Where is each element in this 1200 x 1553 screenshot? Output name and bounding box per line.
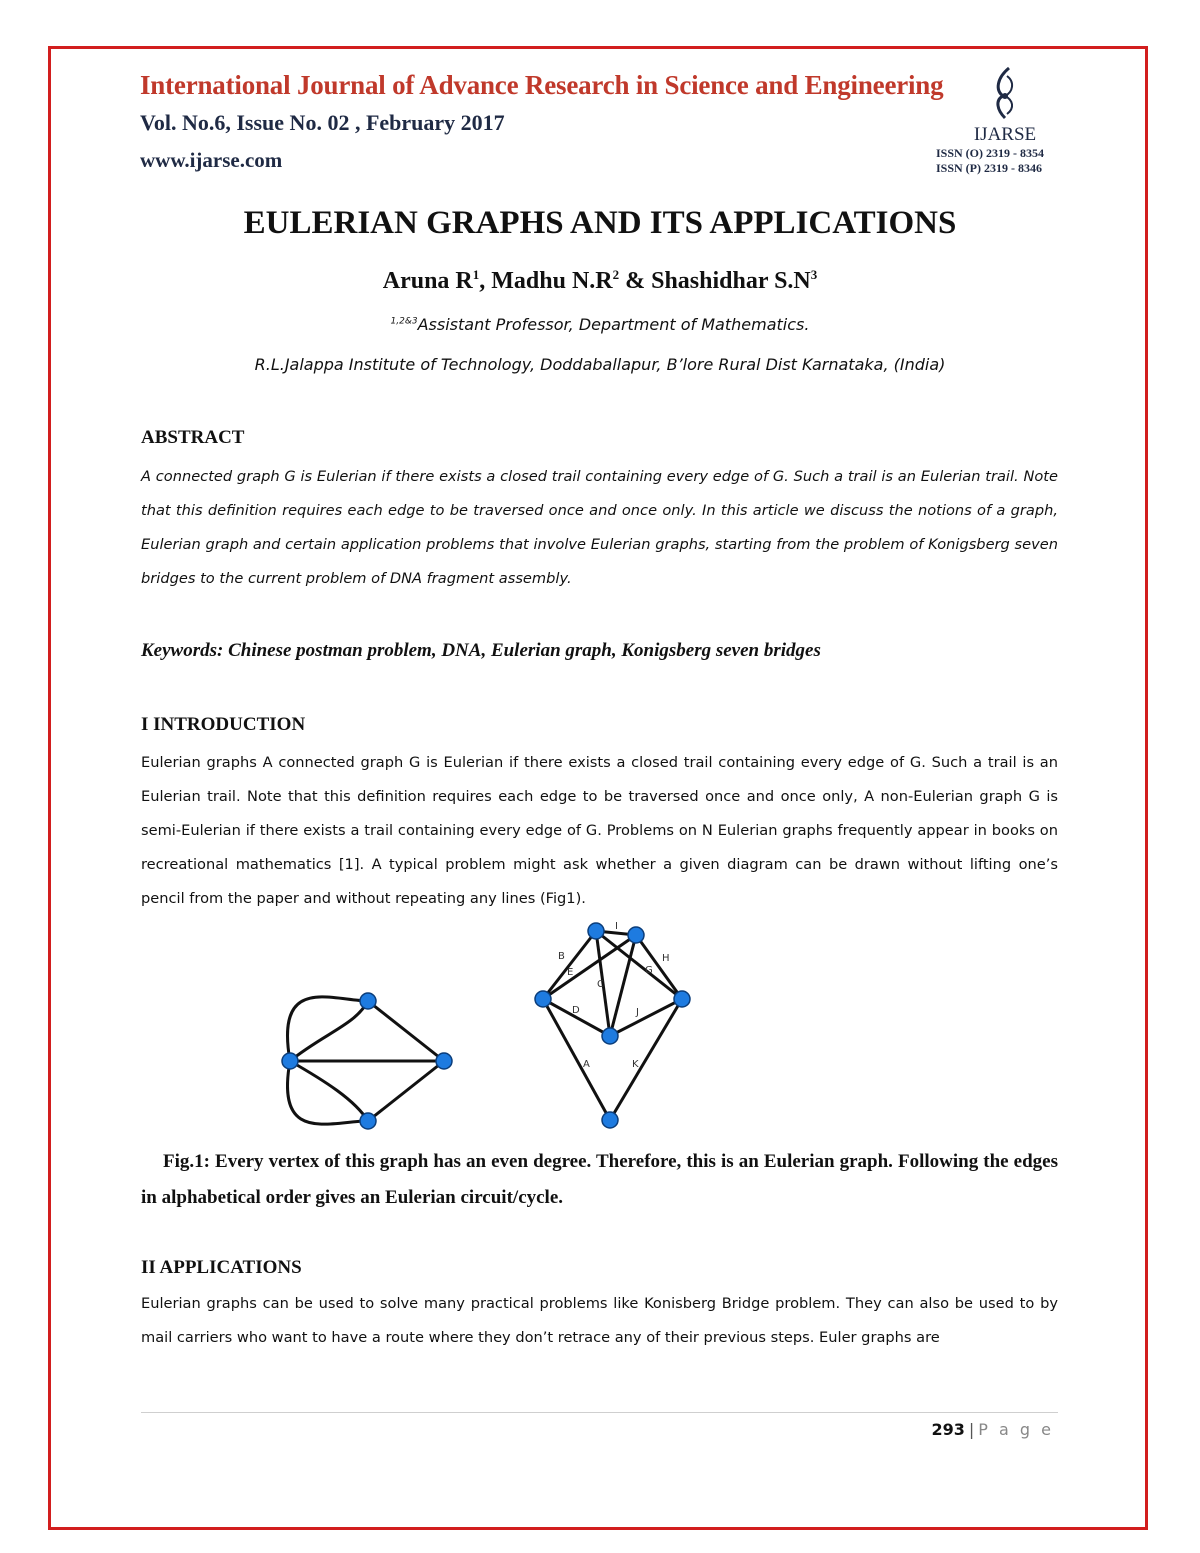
affiliation-line-1 [0, 315, 1200, 334]
edge-label: E [567, 967, 574, 978]
keywords-label: Keywords: [141, 640, 224, 661]
keywords [141, 640, 821, 662]
abstract-text: A connected graph G is Eulerian if there exists a closed trail containing every edge of G. Such a trail is an Eulerian trail. Note that this definition requires each edge to be traversed once and once only. In this article we discuss the notions of a graph, Eulerian graph and certain application problems that involve Eulerian graphs, starting from the problem of Konigsberg seven bridges to the current problem of DNA fragment assembly. [141, 468, 1058, 587]
graph-node [602, 1028, 618, 1044]
edge-label: C [597, 979, 604, 990]
author-separator: , [479, 268, 492, 294]
page-footer [931, 1420, 1054, 1439]
graph-node [535, 991, 551, 1007]
author-superscript: 1 [472, 267, 480, 282]
graph-node [360, 1113, 376, 1129]
edge-label: J [636, 1007, 639, 1018]
edge-label: A [583, 1059, 590, 1070]
logo-name: IJARSE [973, 124, 1037, 145]
footer-separator: | [968, 1420, 975, 1439]
journal-website-link[interactable]: www.ijarse.com [140, 148, 283, 172]
introduction-text: Eulerian graphs A connected graph G is Eulerian if there exists a closed trail containing every edge of G. Such a trail is an Eulerian trail. Note that this definition requires each edge to be traversed once and once only, A non-Eulerian graph G is semi-Eulerian if there exists a trail containing every edge of G. Problems on N Eulerian graphs frequently appear in books on recreational mathematics [1]. A typical problem might ask whether a given diagram can be drawn without lifting one’s pencil from the paper and without repeating any lines (Fig1). [141, 754, 1058, 907]
graph-node [436, 1053, 452, 1069]
graph-node [588, 923, 604, 939]
footer-divider [141, 1412, 1058, 1413]
graph-edge [368, 1061, 444, 1121]
graph-edge [290, 1001, 368, 1061]
author-superscript: 2 [612, 267, 620, 282]
graph-node [360, 993, 376, 1009]
figure-caption: Fig.1: Every vertex of this graph has an even degree. Therefore, this is an Eulerian graph. Following the edges in alphabetical order gives an Eulerian circuit/cycle. [141, 1151, 1058, 1208]
author-separator: & [619, 268, 652, 294]
graph-node [674, 991, 690, 1007]
edge-label: D [572, 1005, 580, 1016]
graph-edge [368, 1001, 444, 1061]
issn-online: ISSN (O) 2319 - 8354 [936, 146, 1045, 160]
graph-node [602, 1112, 618, 1128]
applications-text: Eulerian graphs can be used to solve many practical problems like Konisberg Bridge problem. They can also be used to by mail carriers who want to have a route where they don’t retrace any of their previous steps. Euler graphs are [141, 1295, 1058, 1346]
edge-label: I [615, 921, 618, 932]
page-label: P a g e [978, 1420, 1054, 1439]
affiliation-line-2: R.L.Jalappa Institute of Technology, Doddaballapur, B’lore Rural Dist Karnataka, (India) [254, 355, 946, 374]
graph-edge [287, 997, 368, 1061]
journal-volume: Vol. No.6, Issue No. 02 , February 2017 [140, 110, 505, 135]
author-superscript: 3 [810, 267, 818, 282]
edge-label: H [662, 953, 670, 964]
affiliation-role: Assistant Professor, Department of Mathematics. [417, 315, 810, 334]
abstract-heading: ABSTRACT [141, 427, 245, 448]
figure-1 [270, 915, 710, 1135]
paper-title: EULERIAN GRAPHS AND ITS APPLICATIONS [243, 205, 957, 241]
graph-figure [270, 915, 710, 1135]
graph-node [628, 927, 644, 943]
affiliation-superscript: 1,2&3 [390, 316, 418, 327]
graph-node [282, 1053, 298, 1069]
keywords-text: Chinese postman problem, DNA, Eulerian graph, Konigsberg seven bridges [223, 640, 821, 661]
graph-edge [287, 1061, 368, 1124]
graph-edge [543, 931, 596, 999]
issn-print: ISSN (P) 2319 - 8346 [936, 161, 1043, 175]
edge-label: K [632, 1059, 639, 1070]
journal-name: International Journal of Advance Research in Science and Engineering [140, 70, 944, 100]
edge-label: G [645, 965, 653, 976]
quill-logo-icon [985, 66, 1025, 122]
journal-logo [930, 66, 1080, 176]
author-list [0, 267, 1200, 295]
author-name: Aruna R [382, 268, 473, 294]
introduction-heading: I INTRODUCTION [141, 714, 306, 735]
author-name: Shashidhar S.N [651, 268, 811, 294]
page-number: 293 [931, 1420, 965, 1439]
author-name: Madhu N.R [491, 268, 613, 294]
graph-edge [290, 1061, 368, 1121]
edge-label: B [558, 951, 565, 962]
applications-heading: II APPLICATIONS [141, 1257, 302, 1278]
